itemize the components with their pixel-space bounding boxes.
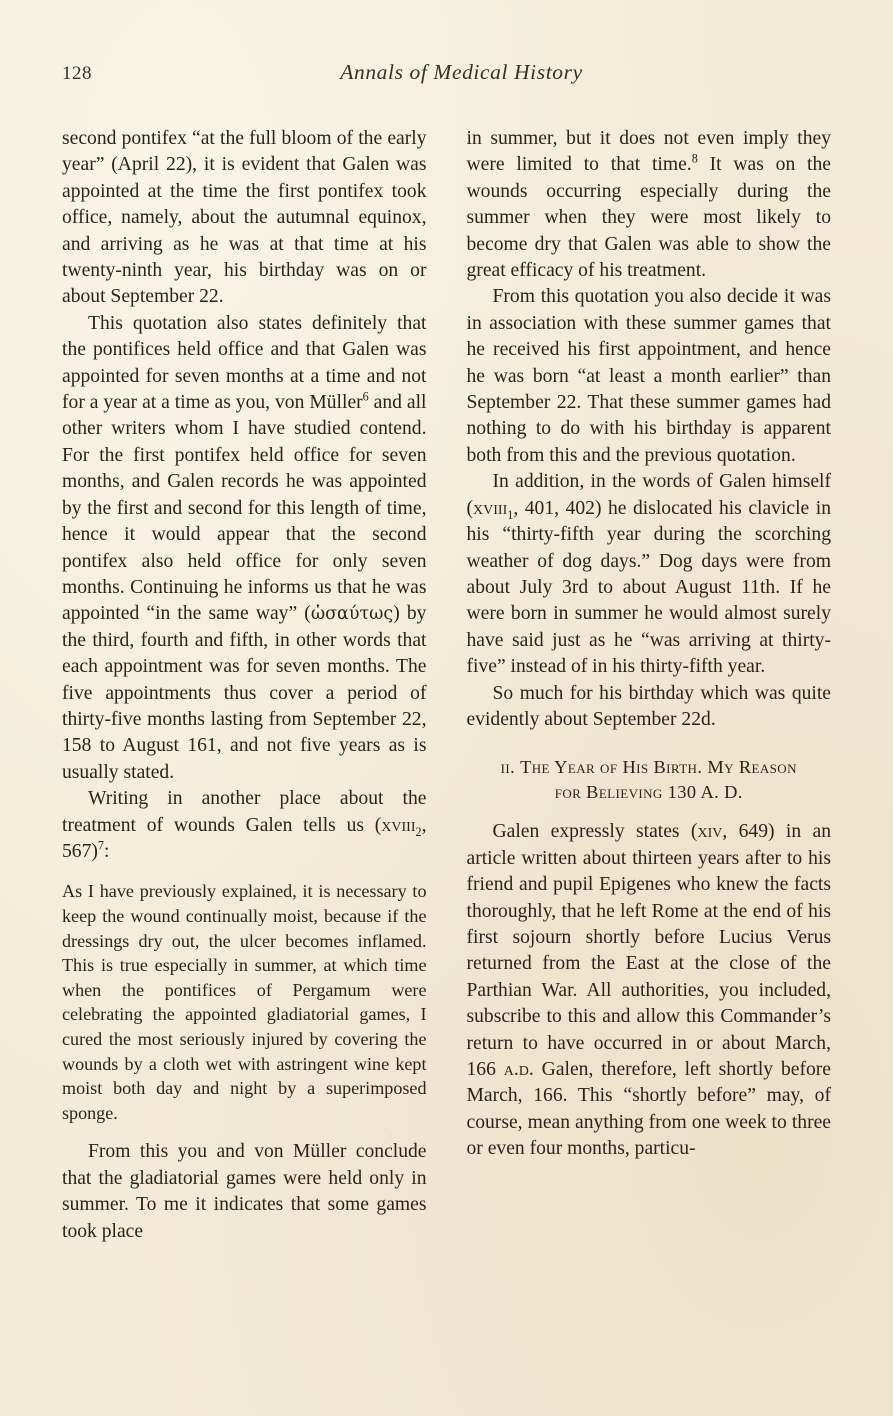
paragraph [467, 469, 832, 680]
paragraph-text: : [104, 840, 110, 862]
right-column [467, 126, 832, 1366]
paragraph-text: ) by the third, fourth and fifth, in other words that each appointment was for seven months. The five appointments thus cover a period of thirty-five months lasting from September 22, 158 to August 161, and not five years as is usually stated. [62, 603, 427, 783]
paragraph-text: In addition, in the words of Galen himself ( [466, 471, 831, 519]
paragraph [467, 819, 832, 1162]
text-columns [62, 126, 831, 1366]
paragraph: From this you and von Müller conclude that the gladiatorial games were held only in summer. To me it indicates that some games took place [62, 1141, 427, 1242]
paragraph [467, 126, 832, 284]
greek-term: ὡσαύτως [310, 604, 394, 625]
paragraph-text: , 401, 402) he dislocated his clavicle in his “thirty-fifth year during the scorching weather of dog days.” Dog days were from about July 3rd to about August 11th. If he were born in summer he would almost surely have said just as he “was arriving at thirty-five” instead of in his thirty-fifth year. [466, 497, 831, 678]
reference-volume: xviii [381, 814, 416, 836]
paragraph-text: , 649) in an article written about thirteen years after to his friend and pupil Epigenes who knew the facts thoroughly, that he left Rome at the end of his first sojourn shortly before Lucius Verus returned from the East at the close of the Parthian War. All authorities, you included, subscribe to this and allow this Commander’s return to have occurred in or about March, 166 [466, 821, 831, 1080]
footnote-marker: 7 [97, 838, 104, 853]
paragraph-text: Galen expressly states ( [492, 821, 698, 843]
section-heading-line-2: for Believing 130 A. D. [554, 782, 743, 803]
footnote-marker: 6 [362, 389, 369, 404]
running-title: Annals of Medical History [340, 60, 583, 84]
section-heading-line-1: The Year of His Birth. My Reason [520, 757, 797, 778]
paragraph-text: and all other writers whom I have studied contend. For the first pontifex held office for seven months, and Galen records he was appointed by the first and second for this length of time, hence it would appear that the second pontifex also held office for only seven months. Continuing he informs us that he was appointed “in the same way” ( [62, 392, 427, 625]
paragraph-text: Writing in another place about the treatment of wounds Galen tells us ( [62, 788, 427, 836]
paragraph-text: This quotation also states definitely that the pontifices held office and that Galen was appointed for seven months at a time and not for a year at a time as you, von Müller [62, 312, 427, 414]
page-number: 128 [62, 63, 92, 84]
paragraph-text: in summer, but it does not even imply they were limited to that time. [466, 128, 831, 176]
reference-volume: xviii [473, 497, 508, 519]
block-quote [62, 879, 427, 1125]
paragraph [62, 311, 427, 786]
reference-subscript: 1 [507, 507, 514, 522]
block-quote-text: As I have previously explained, it is necessary to keep the wound continually moist, because if the dressings dry out, the ulcer becomes inflamed. This is true especially in summer, at which time when the pontifices of Pergamum were celebrating the appointed gladiatorial games, I cured the most seriously injured by covering the wounds by a cloth wet with astringent wine kept moist both day and night by a superimposed sponge. [62, 881, 427, 1123]
section-number: ii. [500, 757, 516, 778]
left-column [62, 126, 427, 1366]
paragraph: So much for his birthday which was quite evidently about September 22d. [466, 682, 831, 730]
paragraph-text: , 567) [62, 814, 427, 862]
page-header [62, 60, 831, 100]
footnote-marker: 8 [691, 151, 698, 166]
paragraph-text: Galen, therefore, left shortly before March, 166. This “shortly before” may, of course, mean anything from one week to three or even four months, particu- [466, 1059, 831, 1160]
paragraph [62, 786, 427, 865]
paragraph-text: It was on the wounds occurring especially during the summer when they were most likely to become dry that Galen was able to show the great efficacy of his treatment. [466, 154, 831, 282]
reference-subscript: 2 [415, 824, 422, 839]
era-abbreviation: a.d. [503, 1059, 534, 1080]
paragraph: From this quotation you also decide it was in association with these summer games that he received his first appointment, and hence he was born “at least a month earlier” than September 22. That these summer games had nothing to do with his birthday is apparent both from this and the previous quotation. [466, 286, 831, 466]
section-heading [467, 755, 832, 805]
paragraph: second pontifex “at the full bloom of the early year” (April 22), it is evident that Galen was appointed at the time the first pontifex took office, namely, about the autumnal equinox, and arriving as he was at that time at his twenty-ninth year, his birthday was on or about September 22. [62, 128, 427, 308]
reference-volume: xiv [697, 821, 723, 843]
